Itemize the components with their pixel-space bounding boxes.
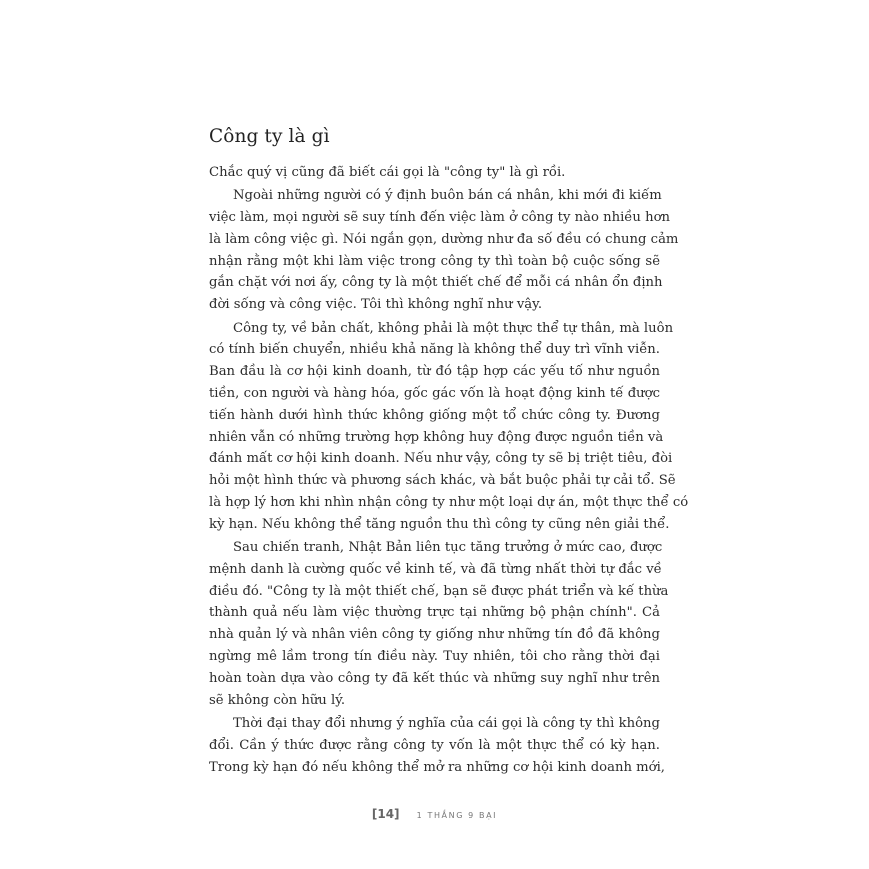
text-line: Sau chiến tranh, Nhật Bản liên tục tăng trưởng ở mức cao, được bbox=[233, 540, 663, 556]
paragraph bbox=[209, 713, 665, 778]
text-line: điều đó. "Công ty là một thiết chế, bạn sẽ được phát triển và kế thừa bbox=[209, 583, 669, 599]
text-line: nhận rằng một khi làm việc trong công ty thì toàn bộ cuộc sống sẽ bbox=[209, 253, 660, 269]
paragraph bbox=[209, 185, 679, 316]
text-line: Chắc quý vị cũng đã biết cái gọi là "công ty" là gì rồi. bbox=[209, 165, 566, 180]
paragraph bbox=[209, 162, 660, 184]
page-footer bbox=[0, 803, 869, 822]
section-heading: Công ty là gì bbox=[209, 126, 330, 147]
text-line: mệnh danh là cường quốc về kinh tế, và đã từng nhất thời tự đắc về bbox=[209, 561, 662, 577]
text-line: đổi. Cần ý thức được rằng công ty vốn là một thực thể có kỳ hạn. bbox=[209, 737, 660, 753]
text-line: tiền, con người và hàng hóa, gốc gác vốn là hoạt động kinh tế được bbox=[209, 385, 660, 401]
text-line: hoàn toàn dựa vào công ty đã kết thúc và những suy nghĩ như trên bbox=[209, 670, 660, 686]
paragraph bbox=[209, 537, 669, 711]
text-line: thành quả nếu làm việc thường trực tại những bộ phận chính". Cả bbox=[209, 605, 660, 621]
text-line: sẽ không còn hữu lý. bbox=[209, 692, 346, 708]
text-line: Ngoài những người có ý định buôn bán cá nhân, khi mới đi kiếm bbox=[233, 188, 662, 204]
text-line: nhiên vẫn có những trường hợp không huy động được nguồn tiền và bbox=[209, 429, 664, 445]
text-line: hỏi một hình thức và phương sách khác, và bắt buộc phải tự cải tổ. Sẽ bbox=[209, 473, 676, 489]
page-number: [14] bbox=[371, 807, 400, 821]
text-line: nhà quản lý và nhân viên công ty giống như những tín đồ đã không bbox=[209, 627, 660, 643]
body-text bbox=[209, 162, 689, 780]
text-line: Thời đại thay đổi nhưng ý nghĩa của cái gọi là công ty thì không bbox=[233, 715, 660, 731]
text-line: gắn chặt với nơi ấy, công ty là một thiết chế để mỗi cá nhân ổn định bbox=[209, 275, 663, 291]
text-line: ngừng mê lầm trong tín điều này. Tuy nhiên, tôi cho rằng thời đại bbox=[209, 649, 660, 665]
text-line: Ban đầu là cơ hội kinh doanh, từ đó tập hợp các yếu tố như nguồn bbox=[209, 364, 660, 380]
text-line: Trong kỳ hạn đó nếu không thể mở ra những cơ hội kinh doanh mới, bbox=[209, 759, 665, 775]
text-line: là làm công việc gì. Nói ngắn gọn, dường như đa số đều có chung cảm bbox=[209, 231, 679, 247]
paragraph bbox=[209, 318, 689, 536]
text-line: tiến hành dưới hình thức không giống một tổ chức công ty. Đương bbox=[209, 407, 660, 423]
text-line: có tính biến chuyển, nhiều khả năng là không thể duy trì vĩnh viễn. bbox=[209, 342, 660, 358]
running-title: 1 THẮNG 9 BẠI bbox=[416, 811, 498, 820]
text-line: kỳ hạn. Nếu không thể tăng nguồn thu thì công ty cũng nên giải thể. bbox=[209, 516, 670, 532]
text-line: là hợp lý hơn khi nhìn nhận công ty như một loại dự án, một thực thể có bbox=[209, 494, 689, 510]
text-line: đánh mất cơ hội kinh doanh. Nếu như vậy, công ty sẽ bị triệt tiêu, đòi bbox=[209, 451, 673, 467]
text-line: việc làm, mọi người sẽ suy tính đến việc làm ở công ty nào nhiều hơn bbox=[209, 210, 671, 226]
text-line: Công ty, về bản chất, không phải là một thực thể tự thân, mà luôn bbox=[233, 320, 674, 336]
text-line: đời sống và công việc. Tôi thì không nghĩ như vậy. bbox=[209, 297, 543, 313]
